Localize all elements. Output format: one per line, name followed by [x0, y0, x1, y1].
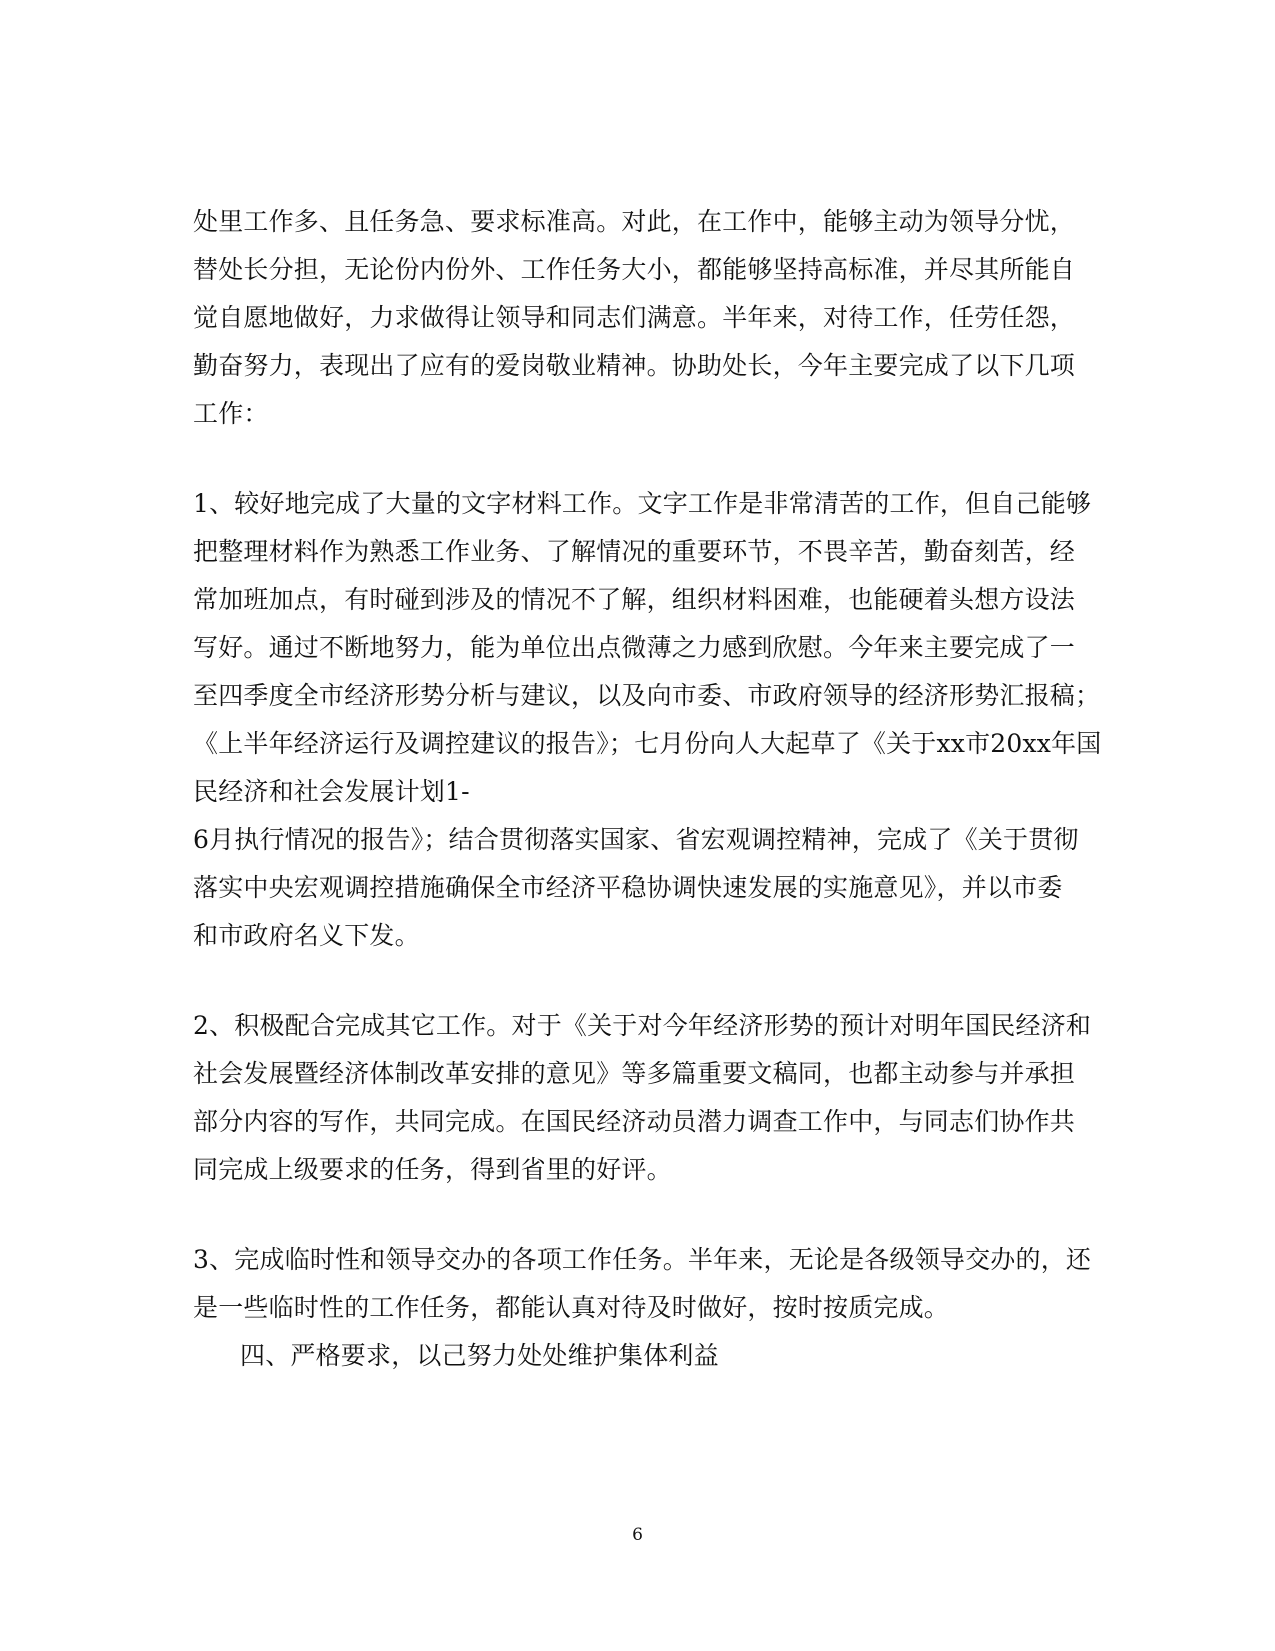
body-text-line: 社会发展暨经济体制改革安排的意见》等多篇重要文稿同，也都主动参与并承担 — [193, 1059, 1076, 1088]
page-number: 6 — [632, 1525, 643, 1545]
body-text-line: 1、较好地完成了大量的文字材料工作。文字工作是非常清苦的工作，但自己能够 — [193, 489, 1092, 518]
body-text-line: 觉自愿地做好，力求做得让领导和同志们满意。半年来，对待工作，任劳任怨， — [193, 303, 1076, 332]
body-text-line: 民经济和社会发展计划1- — [193, 777, 470, 806]
body-text-line: 是一些临时性的工作任务，都能认真对待及时做好，按时按质完成。 — [193, 1293, 950, 1322]
body-text-line: 至四季度全市经济形势分析与建议，以及向市委、市政府领导的经济形势汇报稿； — [193, 681, 1101, 710]
body-text-line: 常加班加点，有时碰到涉及的情况不了解，组织材料困难，也能硬着头想方设法 — [193, 585, 1076, 614]
body-text-line: 2、积极配合完成其它工作。对于《关于对今年经济形势的预计对明年国民经济和 — [193, 1011, 1092, 1040]
body-text-line: 同完成上级要求的任务，得到省里的好评。 — [193, 1155, 672, 1184]
body-text-line: 和市政府名义下发。 — [193, 921, 420, 950]
body-text-line: 替处长分担，无论份内份外、工作任务大小，都能够坚持高标准，并尽其所能自 — [193, 255, 1076, 284]
body-text-line: 处里工作多、且任务急、要求标准高。对此，在工作中，能够主动为领导分忧， — [193, 207, 1076, 236]
body-text-line: 3、完成临时性和领导交办的各项工作任务。半年来，无论是各级领导交办的，还 — [193, 1245, 1092, 1274]
body-text-line: 把整理材料作为熟悉工作业务、了解情况的重要环节，不畏辛苦，勤奋刻苦，经 — [193, 537, 1076, 566]
body-text-line: 《上半年经济运行及调控建议的报告》；七月份向人大起草了《关于xx市20xx年国 — [193, 729, 1102, 758]
body-text-line: 落实中央宏观调控措施确保全市经济平稳协调快速发展的实施意见》，并以市委 — [193, 873, 1063, 902]
body-text-line: 6月执行情况的报告》；结合贯彻落实国家、省宏观调控精神，完成了《关于贯彻 — [193, 825, 1079, 854]
section-heading: 四、严格要求，以己努力处处维护集体利益 — [240, 1341, 719, 1370]
body-text-line: 写好。通过不断地努力，能为单位出点微薄之力感到欣慰。今年来主要完成了一 — [193, 633, 1076, 662]
body-text-line: 部分内容的写作，共同完成。在国民经济动员潜力调查工作中，与同志们协作共 — [193, 1107, 1076, 1136]
body-text-line: 勤奋努力，表现出了应有的爱岗敬业精神。协助处长，今年主要完成了以下几项 — [193, 351, 1076, 380]
body-text-line: 工作： — [193, 399, 269, 428]
